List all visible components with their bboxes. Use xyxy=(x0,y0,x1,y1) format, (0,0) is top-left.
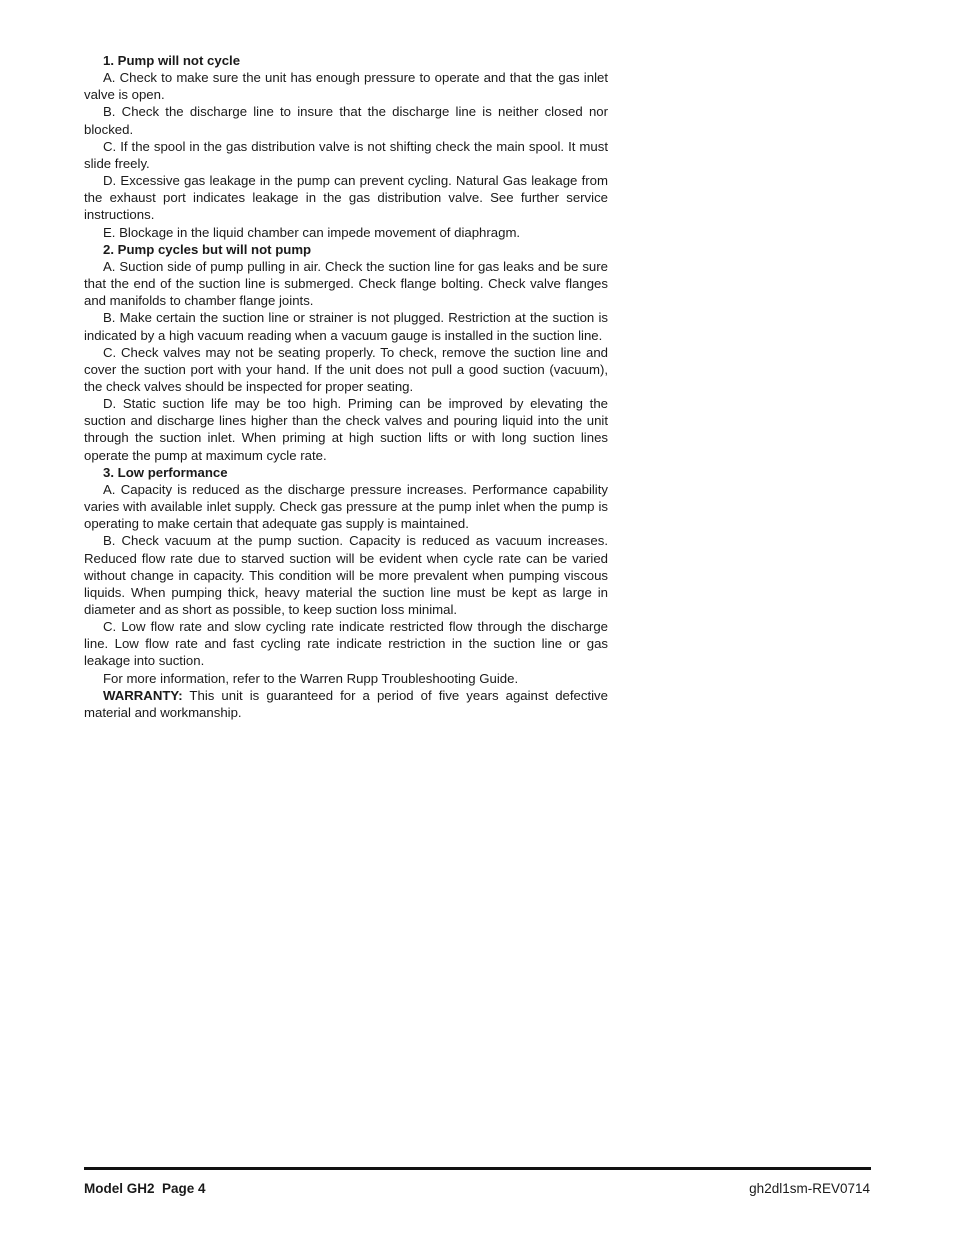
paragraph: C. Low flow rate and slow cycling rate indicate restricted flow through the discharge line. Low flow rate and fast cycling rate indicate restriction in the suction line or gas leakage into suction. xyxy=(84,619,608,669)
warranty-label: WARRANTY: xyxy=(103,687,183,703)
section-heading: 1. Pump will not cycle xyxy=(103,53,241,68)
paragraph: B. Make certain the suction line or strainer is not plugged. Restriction at the suction is indicated by a high vacuum reading when a vacuum gauge is installed in the suction line. xyxy=(84,310,608,343)
document-body xyxy=(84,52,608,721)
paragraph: C. If the spool in the gas distribution valve is not shifting check the main spool. It must slide freely. xyxy=(84,138,608,171)
paragraph: C. Check valves may not be seating properly. To check, remove the suction line and cover the suction port with your hand. If the unit does not pull a good suction (vacuum), the check valves should be inspected for proper seating. xyxy=(84,344,608,394)
footer-page-label: Model GH2 Page 4 xyxy=(84,1181,206,1196)
warranty-paragraph xyxy=(84,687,608,721)
paragraph: B. Check vacuum at the pump suction. Capacity is reduced as vacuum increases. Reduced flow rate due to starved suction will be evident when cycle rate can be varied without change in capacity. This condition will be more prevalent when pumping viscous liquids. When pumping thick, heavy material the suction line must be kept as large in diameter and as short as possible, to keep suction loss minimal. xyxy=(84,533,608,617)
paragraph: A. Capacity is reduced as the discharge pressure increases. Performance capability varies with available inlet supply. Check gas pressure at the pump inlet when the pump is operating to make certain that adequate gas supply is maintained. xyxy=(84,481,608,532)
paragraph: A. Suction side of pump pulling in air. Check the suction line for gas leaks and be sure that the end of the suction line is submerged. Check flange bolting. Check valve flanges and manifolds to chamber flange joints. xyxy=(84,258,608,309)
section-heading: 3. Low performance xyxy=(103,464,228,480)
paragraph: D. Static suction life may be too high. Priming can be improved by elevating the suction and discharge lines higher than the check valves and pouring liquid into the unit through the suction inlet. When priming at high suction lifts or with long suction lines operate the pump at maximum cycle rate. xyxy=(84,396,608,463)
paragraph: A. Check to make sure the unit has enough pressure to operate and that the gas inlet valve is open. xyxy=(84,70,608,103)
warranty-text: This unit is guaranteed for a period of five years against defective material and workmanship. xyxy=(84,687,608,720)
section-heading: 2. Pump cycles but will not pump xyxy=(103,241,312,257)
footer-divider xyxy=(84,1167,871,1170)
paragraph: B. Check the discharge line to insure that the discharge line is neither closed nor blocked. xyxy=(84,104,608,137)
footer-doc-code: gh2dl1sm-REV0714 xyxy=(749,1181,870,1196)
paragraph: E. Blockage in the liquid chamber can impede movement of diaphragm. xyxy=(103,224,521,240)
paragraph: For more information, refer to the Warren Rupp Troubleshooting Guide. xyxy=(103,670,519,686)
paragraph: D. Excessive gas leakage in the pump can prevent cycling. Natural Gas leakage from the exhaust port indicates leakage in the gas distribution valve. See further service instructions. xyxy=(84,173,608,223)
